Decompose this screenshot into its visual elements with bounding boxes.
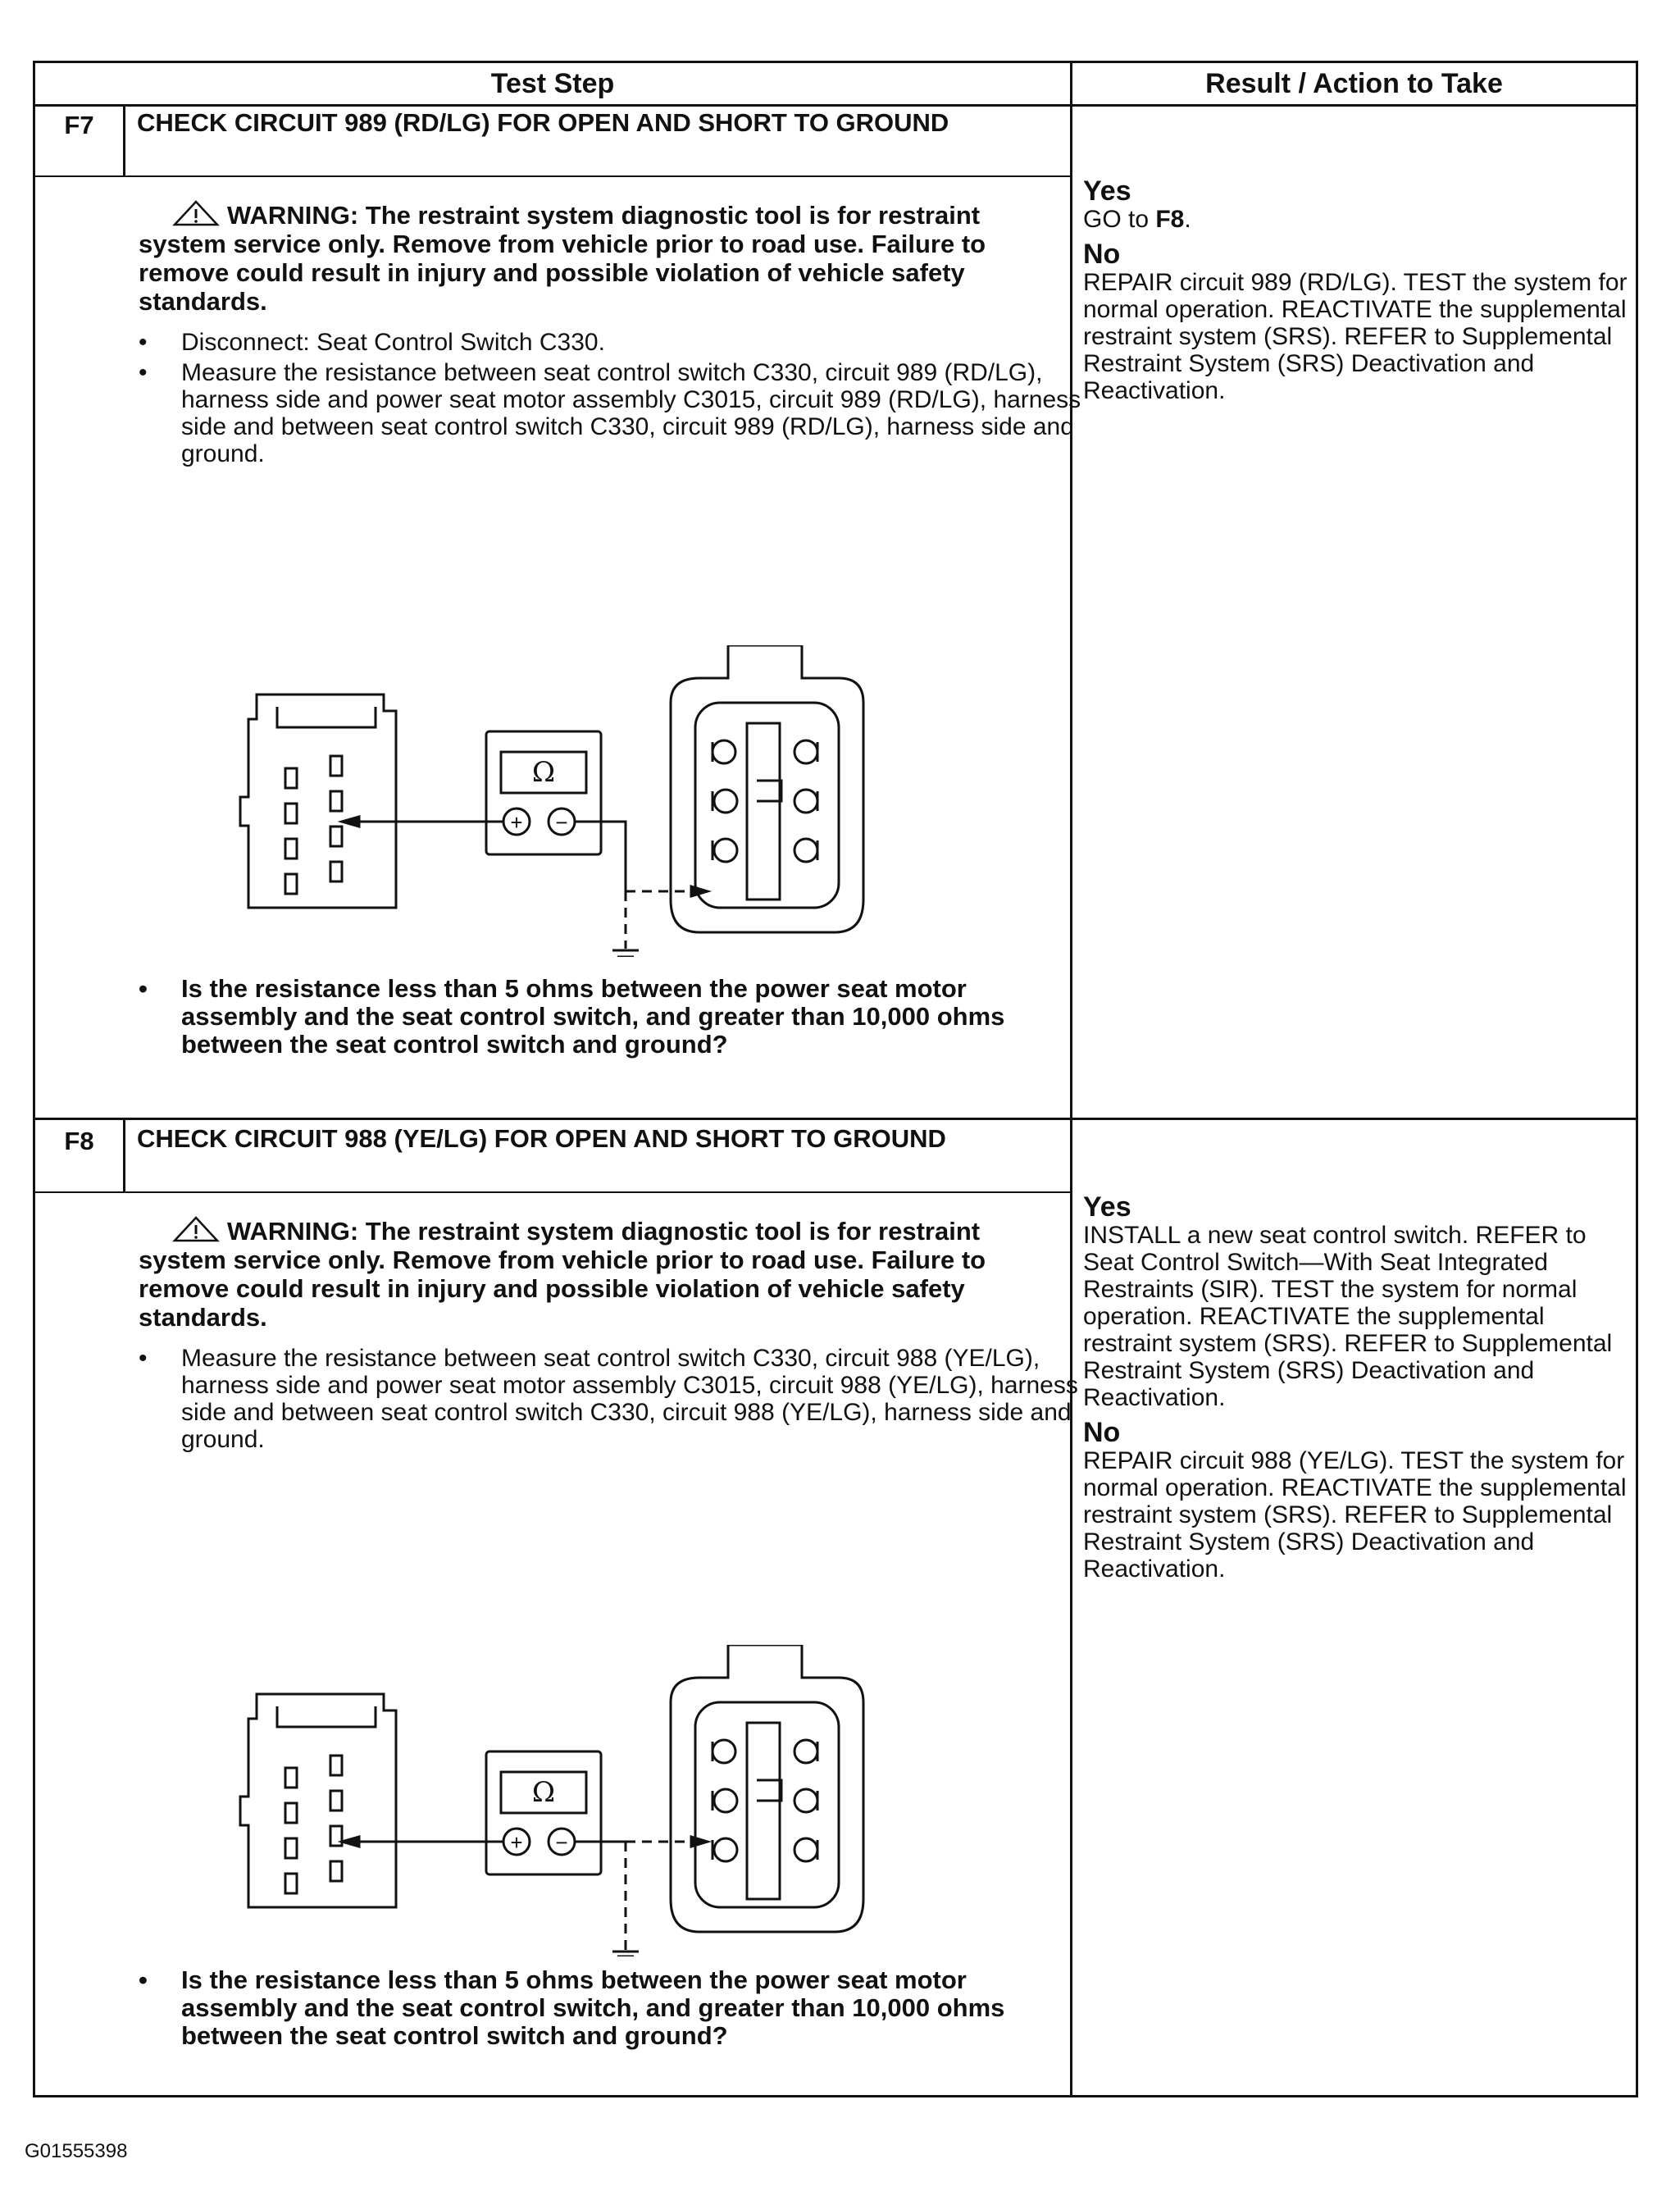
ohmmeter <box>486 731 601 854</box>
step-id: F8 <box>35 1120 125 1191</box>
list-item: • Measure the resistance between seat control switch C330, circuit 989 (RD/LG), harness side and power seat motor assembly C3015, circuit 989 (RD/LG), harness side and between seat control switch C330, circuit 989 (RD/LG), harness side and ground. <box>181 359 1100 467</box>
plus-terminal-label: + <box>510 1830 523 1855</box>
no-label: No <box>1083 1417 1121 1448</box>
yes-label: Yes <box>1083 175 1131 207</box>
yes-label: Yes <box>1083 1191 1131 1223</box>
ohmmeter <box>486 1751 601 1874</box>
result-actions <box>1083 176 1632 404</box>
yes-action: INSTALL a new seat control switch. REFER to Seat Control Switch—With Seat Integrated Restraints (SIR). TEST the system for normal operation. REACTIVATE the supplemental restraint system (SRS). REFER to Supplemental Restraint System (SRS) Deactivation and Reactivation. <box>1083 1222 1613 1411</box>
warning-text: WARNING: The restraint system diagnostic tool is for restraint system service only. Remove from vehicle prior to road use. Failure to remove could result in injury and possible violation of vehicle safety standards. <box>139 201 986 316</box>
test-question: • Is the resistance less than 5 ohms between the power seat motor assembly and the seat control switch, and greater than 10,000 ohms between the seat control switch and ground? <box>139 1966 1057 2050</box>
no-action: REPAIR circuit 988 (YE/LG). TEST the system for normal operation. REACTIVATE the supplemental restraint system (SRS). REFER to Supplemental Restraint System (SRS) Deactivation and Reactivation. <box>1083 1447 1627 1583</box>
header-result-action: Result / Action to Take <box>1205 68 1503 99</box>
test-question: • Is the resistance less than 5 ohms between the power seat motor assembly and the seat control switch, and greater than 10,000 ohms between the seat control switch and ground? <box>139 975 1057 1059</box>
result-actions <box>1083 1192 1632 1583</box>
step-title: CHECK CIRCUIT 988 (YE/LG) FOR OPEN AND SHORT TO GROUND <box>137 1124 946 1153</box>
diagnostic-table <box>33 61 1638 2097</box>
instruction-list <box>139 1345 1100 1456</box>
no-action: REPAIR circuit 989 (RD/LG). TEST the system for normal operation. REACTIVATE the supplemental restraint system (SRS). REFER to Supplemental Restraint System (SRS) Deactivation and Reactivation. <box>1083 269 1628 404</box>
yes-action: GO to F8. <box>1083 206 1191 233</box>
step-title: CHECK CIRCUIT 989 (RD/LG) FOR OPEN AND SHORT TO GROUND <box>137 108 949 137</box>
warning-triangle-icon <box>171 1215 221 1243</box>
step-id: F7 <box>35 104 125 175</box>
no-label: No <box>1083 239 1121 270</box>
ground-symbol-icon <box>612 1952 639 1956</box>
ohm-symbol: Ω <box>531 1776 556 1809</box>
test-diagram-f7 <box>216 645 921 957</box>
instruction-list <box>139 329 1100 471</box>
header-test-step: Test Step <box>35 63 1072 104</box>
warning-triangle-icon <box>171 199 221 227</box>
list-item: • Measure the resistance between seat control switch C330, circuit 988 (YE/LG), harness side and power seat motor assembly C3015, circuit 988 (YE/LG), harness side and between seat control switch C330, circuit 988 (YE/LG), harness side and ground. <box>181 1345 1100 1453</box>
seat-control-switch-connector <box>240 1694 396 1907</box>
test-diagram-f8 <box>216 1645 921 1956</box>
warning-text: WARNING: The restraint system diagnostic tool is for restraint system service only. Remove from vehicle prior to road use. Failure to remove could result in injury and possible violation of vehicle safety standards. <box>139 1217 986 1332</box>
minus-terminal-label: − <box>555 810 568 835</box>
goto-step-link[interactable]: F8 <box>1155 206 1185 233</box>
minus-terminal-label: − <box>555 1830 568 1855</box>
figure-id: G01555398 <box>25 2140 128 2162</box>
power-seat-motor-connector <box>671 1645 863 1932</box>
plus-terminal-label: + <box>510 810 523 835</box>
ohm-symbol: Ω <box>531 756 556 789</box>
seat-control-switch-connector <box>240 695 396 908</box>
ground-symbol-icon <box>612 950 639 957</box>
step-row-f7 <box>35 104 1636 1118</box>
table-header <box>35 63 1636 107</box>
list-item: • Disconnect: Seat Control Switch C330. <box>181 329 1100 356</box>
step-row-f8 <box>35 1120 1636 2095</box>
